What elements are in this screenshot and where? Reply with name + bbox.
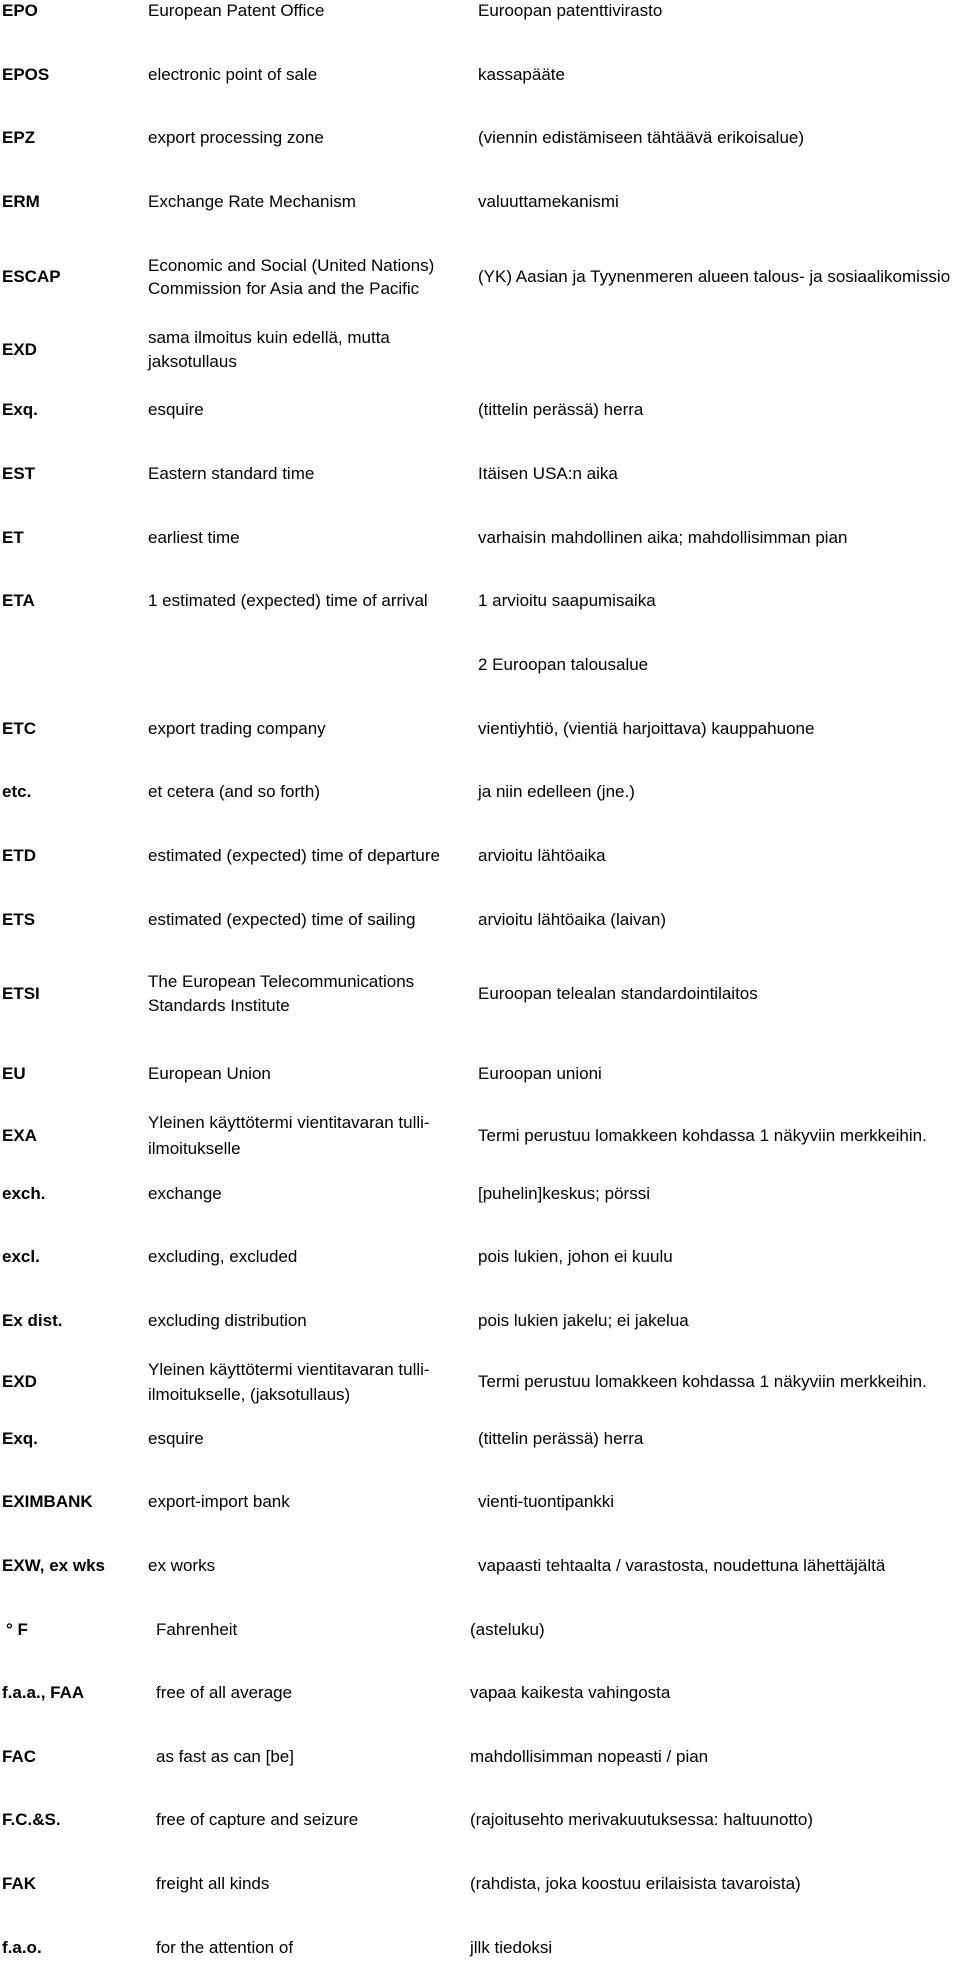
finnish-term: (tittelin perässä) herra — [478, 400, 644, 419]
english-term: for the attention of — [156, 1938, 294, 1957]
finnish-term: (YK) Aasian ja Tyynenmeren alueen talous- ja sosiaalikomissio — [478, 267, 951, 286]
english-term: et cetera (and so forth) — [148, 782, 320, 801]
finnish-term: 2 Euroopan talousalue — [478, 655, 649, 674]
finnish-term: pois lukien jakelu; ei jakelua — [478, 1311, 689, 1330]
abbreviation: EPO — [2, 1, 38, 20]
finnish-term: varhaisin mahdollinen aika; mahdollisimman pian — [478, 528, 848, 547]
english-term: export-import bank — [148, 1492, 290, 1511]
finnish-term: (rahdista, joka koostuu erilaisista tavaroista) — [470, 1874, 801, 1893]
english-term: European Patent Office — [148, 1, 325, 20]
abbreviation: Exq. — [2, 400, 38, 419]
english-term: Eastern standard time — [148, 464, 315, 483]
finnish-term: Euroopan telealan standardointilaitos — [478, 984, 758, 1003]
abbreviation: ETC — [2, 719, 36, 738]
finnish-term: Euroopan patenttivirasto — [478, 1, 663, 20]
abbreviation: ET — [2, 528, 24, 547]
finnish-term: arvioitu lähtöaika (laivan) — [478, 910, 667, 929]
english-term: earliest time — [148, 528, 240, 547]
english-term-line1: The European Telecommunications — [148, 972, 415, 991]
finnish-term: vientiyhtiö, (vientiä harjoittava) kauppahuone — [478, 719, 815, 738]
finnish-term: arvioitu lähtöaika — [478, 846, 606, 865]
finnish-term: vapaasti tehtaalta / varastosta, noudettuna lähettäjältä — [478, 1556, 886, 1575]
english-term-line2: ilmoitukselle — [148, 1139, 241, 1158]
abbreviation: EXD — [2, 1372, 37, 1391]
english-term-line1: Economic and Social (United Nations) — [148, 256, 435, 275]
finnish-term: pois lukien, johon ei kuulu — [478, 1247, 673, 1266]
english-term-line2: jaksotullaus — [148, 352, 237, 371]
english-term: electronic point of sale — [148, 65, 318, 84]
english-term: esquire — [148, 400, 204, 419]
abbreviation: etc. — [2, 782, 32, 801]
abbreviation: EXD — [2, 340, 37, 359]
english-term: estimated (expected) time of departure — [148, 846, 440, 865]
english-term: export trading company — [148, 719, 326, 738]
abbreviation: f.a.o. — [2, 1938, 42, 1957]
english-term-line1: Yleinen käyttötermi vientitavaran tulli- — [148, 1113, 430, 1132]
finnish-term: (tittelin perässä) herra — [478, 1429, 644, 1448]
english-term: free of all average — [156, 1683, 293, 1702]
finnish-term: kassapääte — [478, 65, 565, 84]
finnish-term: (rajoitusehto merivakuutuksessa: haltuunotto) — [470, 1810, 814, 1829]
abbreviation: ETD — [2, 846, 36, 865]
abbreviation: EXW, ex wks — [2, 1556, 105, 1575]
abbreviation: ETS — [2, 910, 36, 929]
abbreviation: ETSI — [2, 984, 40, 1003]
english-term: esquire — [148, 1429, 204, 1448]
finnish-term: Termi perustuu lomakkeen kohdassa 1 näkyviin merkkeihin. — [478, 1126, 927, 1145]
finnish-term: 1 arvioitu saapumisaika — [478, 591, 656, 610]
abbreviation: EXIMBANK — [2, 1492, 93, 1511]
abbreviation: F.C.&S. — [2, 1810, 61, 1829]
abbreviation: Exq. — [2, 1429, 38, 1448]
abbreviation: f.a.a., FAA — [2, 1683, 85, 1702]
abbreviation: EPZ — [2, 128, 36, 147]
finnish-term: Itäisen USA:n aika — [478, 464, 618, 483]
finnish-term: mahdollisimman nopeasti / pian — [470, 1747, 709, 1766]
english-term: Fahrenheit — [156, 1620, 238, 1639]
finnish-term: vienti-tuontipankki — [478, 1492, 615, 1511]
english-term-line1: Yleinen käyttötermi vientitavaran tulli- — [148, 1360, 430, 1379]
abbreviation: ESCAP — [2, 267, 61, 286]
abbreviation: ETA — [2, 591, 35, 610]
abbreviation: EST — [2, 464, 36, 483]
english-term: freight all kinds — [156, 1874, 270, 1893]
english-term: as fast as can [be] — [156, 1747, 294, 1766]
english-term: exchange — [148, 1184, 222, 1203]
english-term: excluding distribution — [148, 1311, 307, 1330]
finnish-term: valuuttamekanismi — [478, 192, 619, 211]
abbreviation: EU — [2, 1064, 26, 1083]
english-term-line1: sama ilmoitus kuin edellä, mutta — [148, 328, 390, 347]
english-term: excluding, excluded — [148, 1247, 298, 1266]
abbreviation: EPOS — [2, 65, 50, 84]
english-term: Exchange Rate Mechanism — [148, 192, 356, 211]
abbreviation: FAC — [2, 1747, 36, 1766]
finnish-term: Termi perustuu lomakkeen kohdassa 1 näkyviin merkkeihin. — [478, 1372, 927, 1391]
abbreviation: ° F — [6, 1620, 28, 1639]
abbreviation: excl. — [2, 1247, 40, 1266]
abbreviation: ERM — [2, 192, 40, 211]
finnish-term: ja niin edelleen (jne.) — [478, 782, 635, 801]
finnish-term: Euroopan unioni — [478, 1064, 602, 1083]
finnish-term: vapaa kaikesta vahingosta — [470, 1683, 671, 1702]
english-term-line2: ilmoitukselle, (jaksotullaus) — [148, 1385, 351, 1404]
abbreviation: Ex dist. — [2, 1311, 63, 1330]
english-term: free of capture and seizure — [156, 1810, 359, 1829]
english-term-line2: Standards Institute — [148, 996, 290, 1015]
finnish-term: (viennin edistämiseen tähtäävä erikoisalue) — [478, 128, 805, 147]
english-term-line2: Commission for Asia and the Pacific — [148, 279, 420, 298]
abbreviation: exch. — [2, 1184, 46, 1203]
english-term: European Union — [148, 1064, 271, 1083]
finnish-term: (asteluku) — [470, 1620, 545, 1639]
english-term: export processing zone — [148, 128, 324, 147]
english-term: 1 estimated (expected) time of arrival — [148, 591, 428, 610]
english-term: ex works — [148, 1556, 216, 1575]
finnish-term: jllk tiedoksi — [470, 1938, 553, 1957]
abbreviation: FAK — [2, 1874, 36, 1893]
abbreviation: EXA — [2, 1126, 37, 1145]
english-term: estimated (expected) time of sailing — [148, 910, 416, 929]
finnish-term: [puhelin]keskus; pörssi — [478, 1184, 650, 1203]
